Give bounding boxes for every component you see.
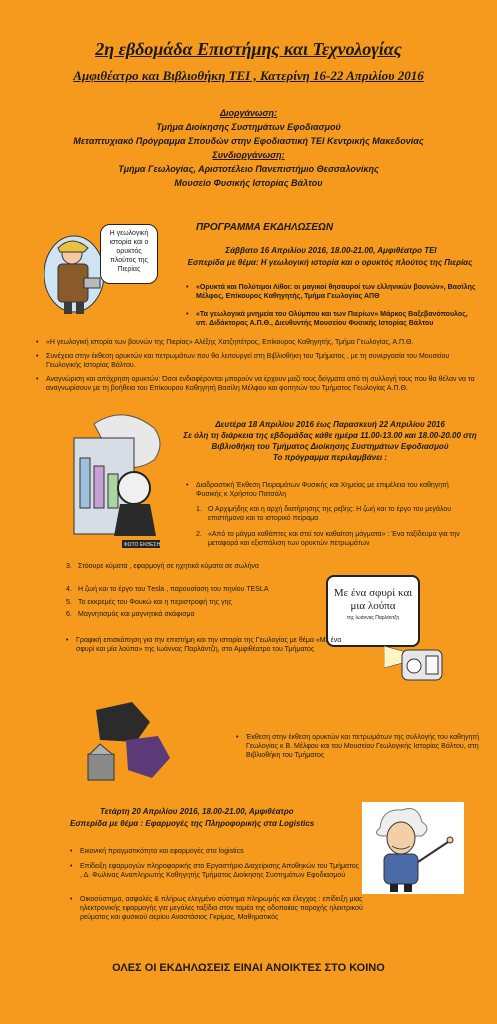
section2-includes: Το πρόγραμμα περιλαμβάνει :	[272, 453, 388, 462]
bullet-icon: •	[236, 734, 239, 741]
section2-date: Δευτέρα 18 Απριλίου 2016 έως Παρασκευή 22 Απριλίου 2016	[215, 420, 445, 429]
professor-illustration	[44, 234, 108, 316]
org-line-1: Τμήμα Διοίκησης Συστημάτων Εφοδιασμού	[156, 122, 341, 132]
list-item: • Έκθεση στην έκθεση ορυκτών και πετρωμάτων της συλλογής του καθηγητή Γεωλογίας κ Β. Μέλφου και του Μουσείου Γεωλογικής Ιστορίας Βάλτου, στη Βιβλιοθήκη του Τμήματος	[236, 734, 480, 759]
section3-date: Τετάρτη 20 Απριλίου 2016, 18.00-21.00, Αμφιθέατρο	[100, 807, 294, 816]
speech-bubble	[100, 224, 158, 284]
coorg-line-1: Τμήμα Γεωλογίας, Αριστοτέλειο Πανεπιστήμιο Θεσσαλονίκης	[118, 164, 379, 174]
section1-date: Σάββατο 16 Απριλίου 2016, 18.00-21.00, Αμφιθέατρο ΤΕΙ	[225, 246, 437, 255]
bullet-icon: •	[186, 311, 189, 318]
coorg-label: Συνδιοργάνωση:	[212, 150, 285, 160]
bullet-icon: •	[36, 339, 39, 346]
list-item: • Συνέχεια στην έκθεση ορυκτών και πετρωμάτων που θα λειτουργεί στη Βιβλιοθήκη του Τμήματος , με τη συνεργασία του Μουσείου Γεωλογικής Ιστορίας Βάλτου.	[36, 353, 450, 369]
list-item: 6. Μαγνητισμός και μαγνητικά σκάφισμα	[66, 611, 195, 618]
bullet-icon: •	[186, 284, 189, 291]
list-item: • Επίδειξη εφαρμογών πληροφορικής στο Εργαστήριο Διαχείρισης Αποθηκών του Τμήματος , Δ. Φωλίνας Αναπληρωτής Καθηγητής Τμήματος Διοίκησης Συστημάτων Εφοδιασμού	[70, 863, 360, 879]
speech-bubble-text: Η γεωλογική ιστορία και ο ορυκτός πλούτος της Πιερίας	[109, 230, 149, 273]
bullet-icon: •	[66, 637, 69, 644]
list-item: • Αναγνώριση και απόχρηση ορυκτών: Όσοι ενδιαφέρονται μπορούν να έρχουν μαζί τους δείγματα από τη συλλογή τους που θα θέλαν να τα αναγνωρίσουν με τη βοήθεια του Επίκουρου Καθηγητή Βασίλη Μέλφου και φοιτητών του Τμήματος Γεωλογίας Α.Π.Θ.	[36, 376, 475, 392]
bullet-icon: •	[36, 353, 39, 360]
list-item: • Εικονική πραγματικότητα και εφαρμογές στα logistics	[70, 848, 244, 855]
list-item: • Διαδραστική Έκθεση Πειραμάτων Φυσικής και Χημείας με επιμέλεια του καθηγητή Φυσικής κ Χρήστου Πατσάλη	[186, 482, 449, 498]
coorg-line-2: Μουσείο Φυσικής Ιστορίας Βάλτου	[174, 178, 323, 188]
photo-caption: ΦΩΤΟ ΕΚΘΕΣΗ	[123, 542, 161, 548]
section2-location: Βιβλιοθήκη του Τμήματος Διοίκησης Συστημάτων Εφοδιασμού	[211, 442, 449, 451]
bullet-icon: •	[70, 848, 73, 855]
bullet-icon: •	[70, 896, 73, 903]
section2-hours: Σε όλη τη διάρκεια της εβδομάδας κάθε ημέρα 11.00-13.00 και 18.00-20.00 στη	[183, 431, 477, 440]
section3-topic: Εσπερίδα με θέμα : Εφαρμογές της Πληροφορικής στα Logistics	[70, 819, 315, 828]
scientist-illustration	[362, 802, 464, 894]
list-item: 1. Ο Αρχιμήδης και η αρχή διατήρησης της ρεβης: Η ζωή και το έργο του μεγάλου επιστήμονα και το ιστορικό πείραμα	[196, 506, 452, 522]
film-title: Με ένα σφυρί και μια λούπα	[333, 587, 413, 612]
list-item: • «Ορυκτά και Πολύτιμοι Λίθοι: οι μαγικοί θησαυροί των ελληνικών βουνών», Βασίλης Μέλφος, Επίκουρος Καθηγητής, Τμήμα Γεωλογίας ΑΠΘ	[186, 284, 476, 300]
org-line-2: Μεταπτυχιακό Πρόγραμμα Σπουδών στην Εφοδιαστική ΤΕΙ Κεντρικής Μακεδονίας	[73, 136, 424, 146]
footer-note: ΟΛΕΣ ΟΙ ΕΚΔΗΛΩΣΕΙΣ ΕΙΝΑΙ ΑΝΟΙΚΤΕΣ ΣΤΟ ΚΟΙΝΟ	[112, 962, 385, 974]
section1-topic: Εσπερίδα με θέμα: Η γεωλογική ιστορία και ο ορυκτός πλούτος της Πιερίας	[187, 258, 473, 267]
bullet-icon: •	[70, 863, 73, 870]
bullet-icon: •	[36, 376, 39, 383]
list-item: 3. Στόουρε κύματα , εφαρμογή σε ηχητικά κύματα σε σωλήνα	[66, 563, 259, 570]
list-item: 2. «Από το μάγμα καθάπτες και στεί τον καθαίτση μάγματα» : Ένα ταξίδευμα για την μεταφορά και εξισπάλιση των ορυκτών πετρωμάτων	[196, 531, 460, 547]
event-venue: Αμφιθέατρο και Βιβλιοθήκη ΤΕΙ , Κατερίνη 16-22 Απριλίου 2016	[73, 68, 424, 83]
list-item: • «Τα γεωλογικά μνημεία του Ολύμπου και των Πιερίων» Μάρκος Βαξεβανόπουλος, υπ. Διδάκτορας Α.Π.Θ., Διευθυντής Μουσείου Φυσικής Ιστορίας Βάλτου	[186, 311, 468, 327]
film-subtitle: της Ιωάννας Παρλάντζη	[346, 615, 400, 621]
org-label: Διοργάνωση:	[219, 108, 278, 118]
organizers	[0, 108, 497, 189]
minerals-illustration	[86, 700, 172, 784]
program-heading: ΠΡΟΓΡΑΜΜΑ ΕΚΔΗΛΩΣΕΩΝ	[196, 222, 334, 233]
list-item: • «Η γεωλογική ιστορία των βουνών της Πιερίας» Αλέξης Χατζηπέτρος, Επίκουρος Καθηγητής, Τμήμα Γεωλογίας, Α.Π.Θ.	[36, 339, 414, 346]
list-item: • Οικοσύστημα, ασφαλές & πλήρως ελεγμένο σύστημα πληρωμής και έλεγχος : επίδειξη μιας ηλεκτρονικής εφαρμογής για μεγάλες ταξίδια στον τομέα της οδοποιίας παροχής ηλεκτρικού ρεύματος και φυσικού αερίου Αναστάσιος Γκρίμας, Μαθηματικός	[70, 896, 363, 921]
projector-icon	[384, 636, 446, 688]
page-title: 2η εβδομάδα Επιστήμης και Τεχνολογίας	[95, 39, 402, 59]
bullet-icon: •	[186, 482, 189, 489]
lab-photo-illustration	[64, 404, 168, 552]
list-item: 5. Το εκκρεμές του Φουκώ και η περιστροφή της γης	[66, 599, 232, 606]
list-item: 4. Η ζωή και το έργο του Τesla , παρουσίαση του πηνίου TESLA	[66, 586, 269, 593]
list-item: • Γραφική επισκόπηση για την επιστήμη και την ιστορία της Γεωλογίας με θέμα «Με ένα σφυρί και μία λούπα» της Ιωάννας Παρλάντζη, στο Αμφιθέατρο του Τμήματος	[66, 637, 342, 653]
